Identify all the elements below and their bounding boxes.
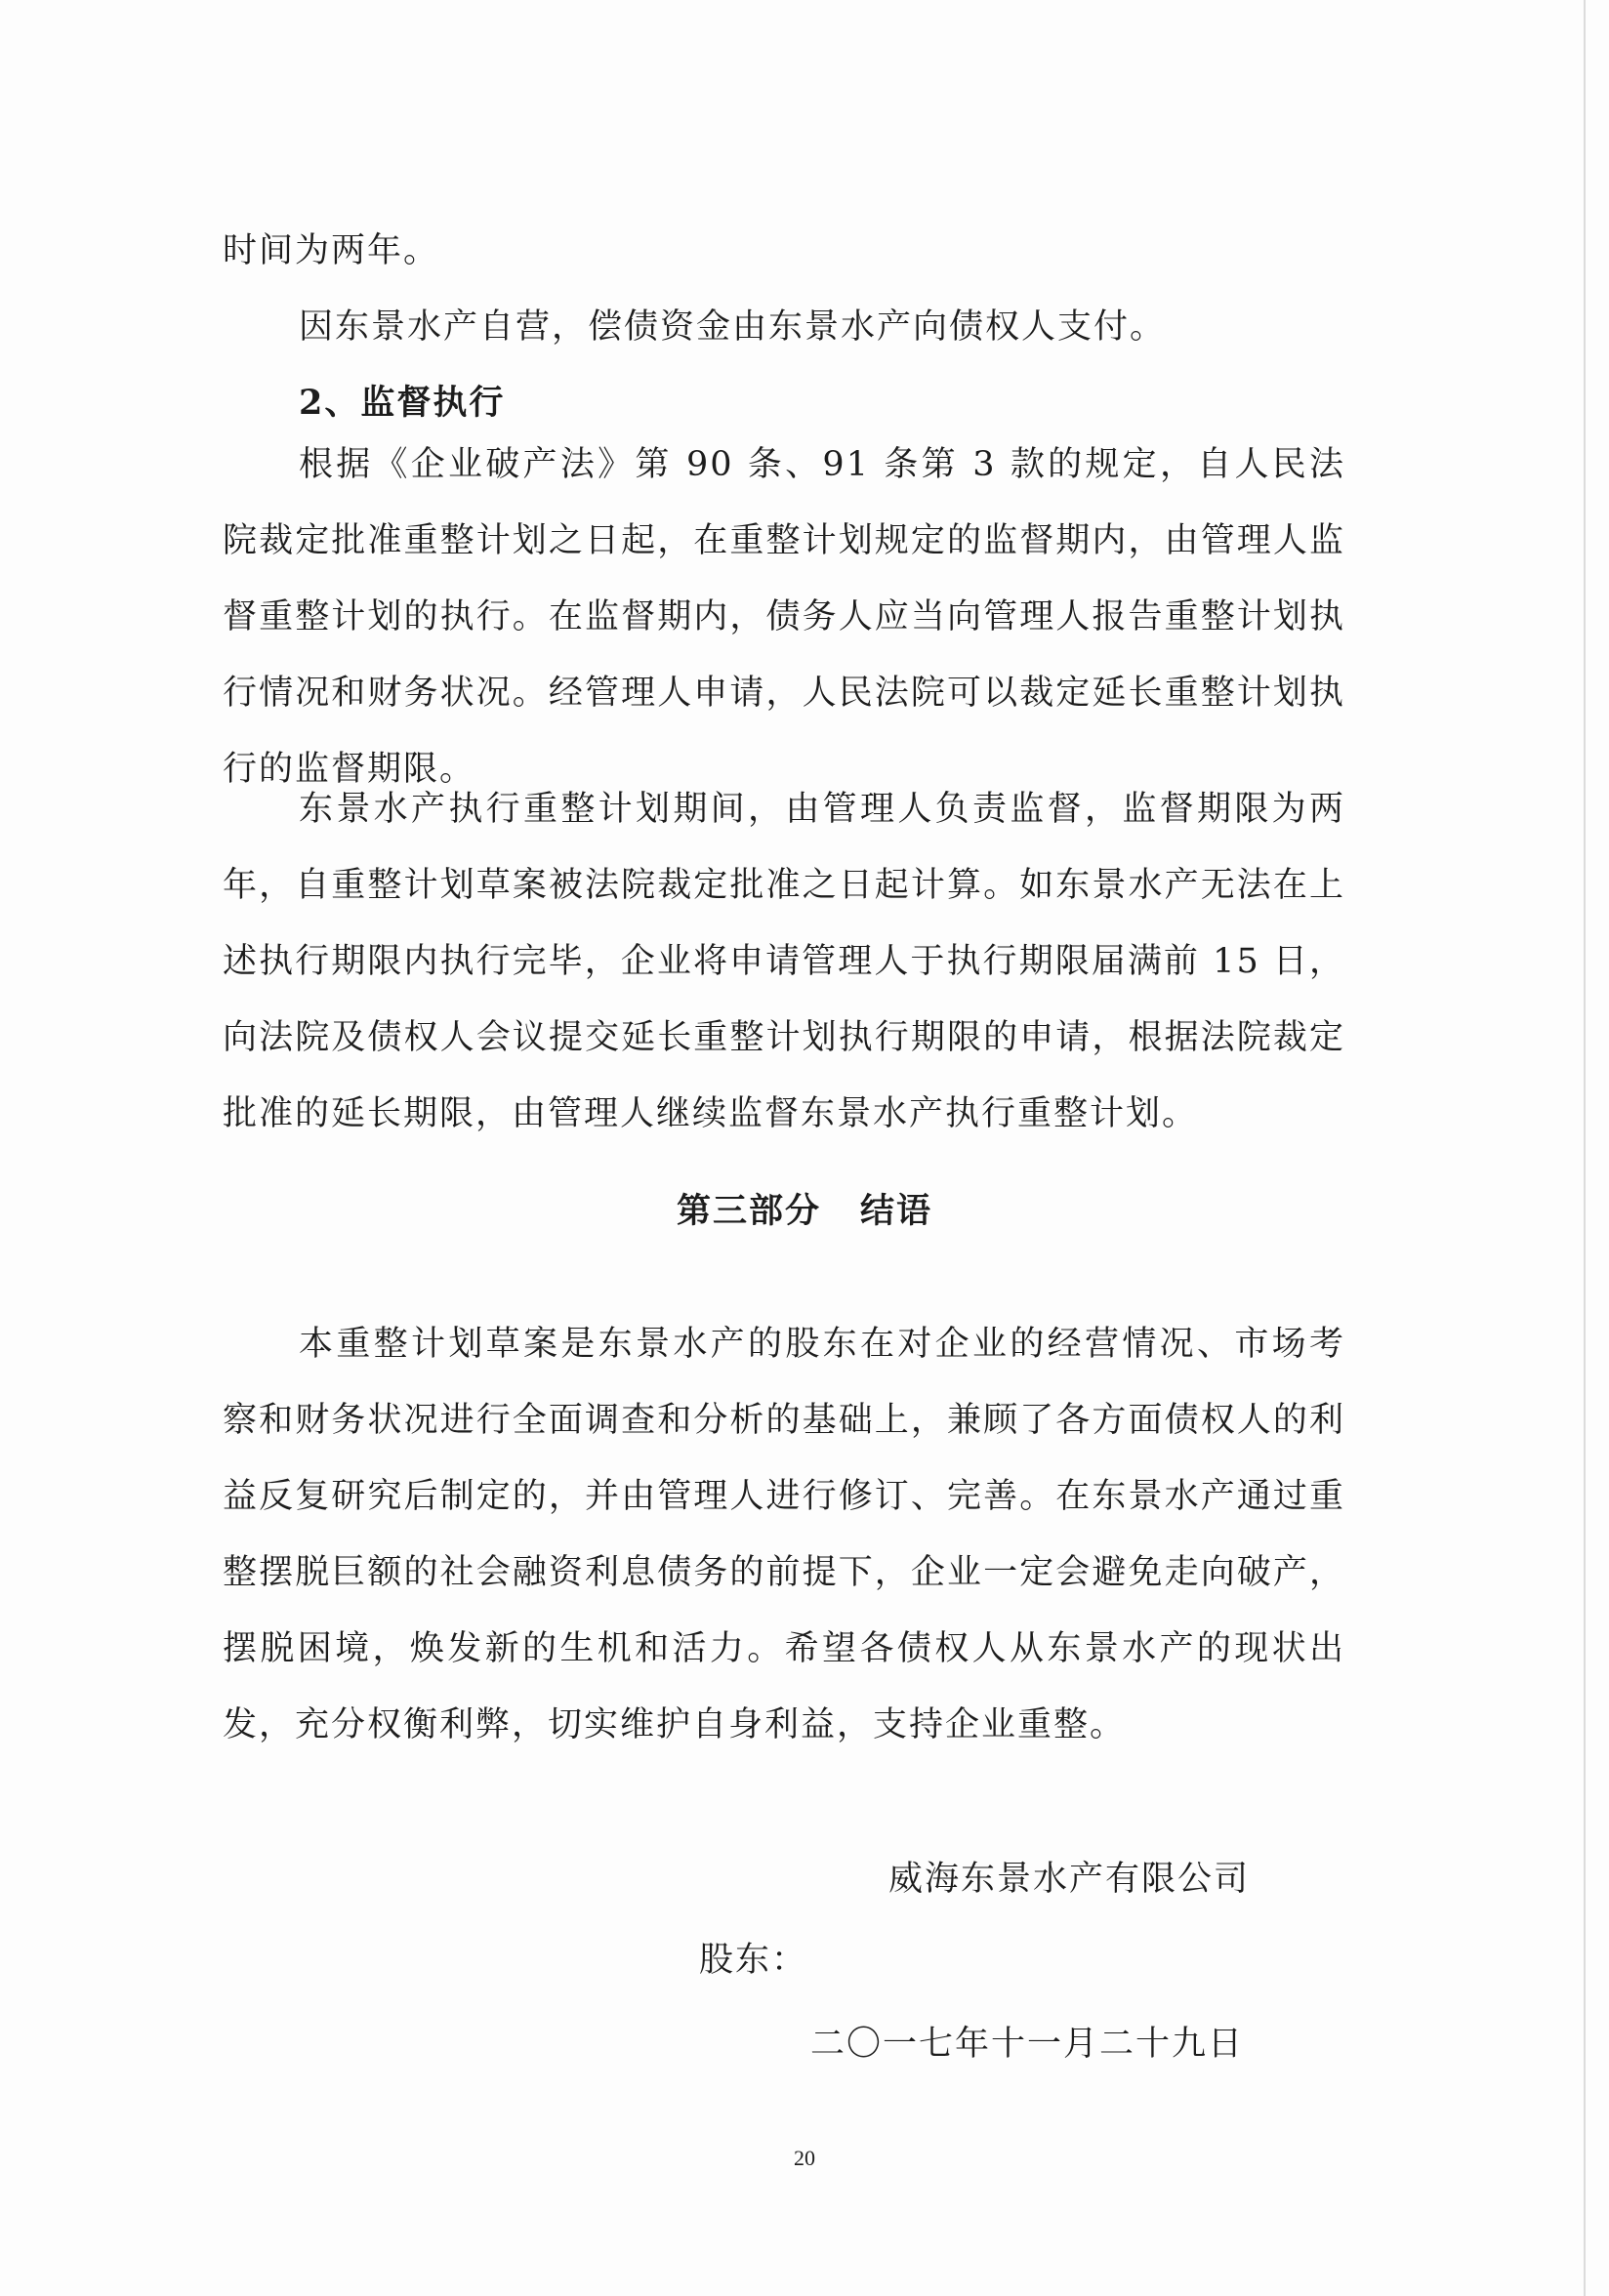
paragraph-time: 时间为两年。 bbox=[223, 231, 440, 270]
paragraph-law: 根据《企业破产法》第 90 条、91 条第 3 款的规定，自人民法院裁定批准重整计划之日起，在重整计划规定的监督期内，由管理人监督重整计划的执行。在监督期内，债务人应当向管理人报告重整计划执行情况和财务状况。经管理人申请，人民法院可以裁定延长重整计划执行的监督期限。 bbox=[223, 445, 1345, 789]
scan-edge-line bbox=[1584, 0, 1586, 2296]
paragraph-conclusion: 本重整计划草案是东景水产的股东在对企业的经营情况、市场考察和财务状况进行全面调查和分析的基础上，兼顾了各方面债权人的利益反复研究后制定的，并由管理人进行修订、完善。在东景水产通过重整摆脱巨额的社会融资利息债务的前提下，企业一定会避免走向破产，摆脱困境，焕发新的生机和活力。希望各债权人从东景水产的现状出发，充分权衡利弊，切实维护自身利益，支持企业重整。 bbox=[223, 1325, 1345, 1744]
signature-company: 威海东景水产有限公司 bbox=[888, 1860, 1251, 1899]
signature-date: 二〇一七年十一月二十九日 bbox=[810, 2025, 1245, 2064]
paragraph-payment: 因东景水产自营，偿债资金由东景水产向债权人支付。 bbox=[299, 308, 1167, 347]
section-title bbox=[0, 1182, 1609, 1241]
heading-supervision: 2、监督执行 bbox=[299, 383, 506, 423]
page-number: 20 bbox=[794, 2146, 815, 2170]
section-part-label: 第三部分 bbox=[676, 1191, 821, 1231]
paragraph-period: 东景水产执行重整计划期间，由管理人负责监督，监督期限为两年，自重整计划草案被法院裁定批准之日起计算。如东景水产无法在上述执行期限内执行完毕，企业将申请管理人于执行期限届满前 15 日，向法院及债权人会议提交延长重整计划执行期限的申请，根据法院裁定批准的延长期限，由管理人继续监督东景水产执行重整计划。 bbox=[223, 790, 1345, 1133]
section-name-label: 结语 bbox=[860, 1191, 933, 1231]
signature-shareholder-label: 股东： bbox=[699, 1941, 808, 1980]
